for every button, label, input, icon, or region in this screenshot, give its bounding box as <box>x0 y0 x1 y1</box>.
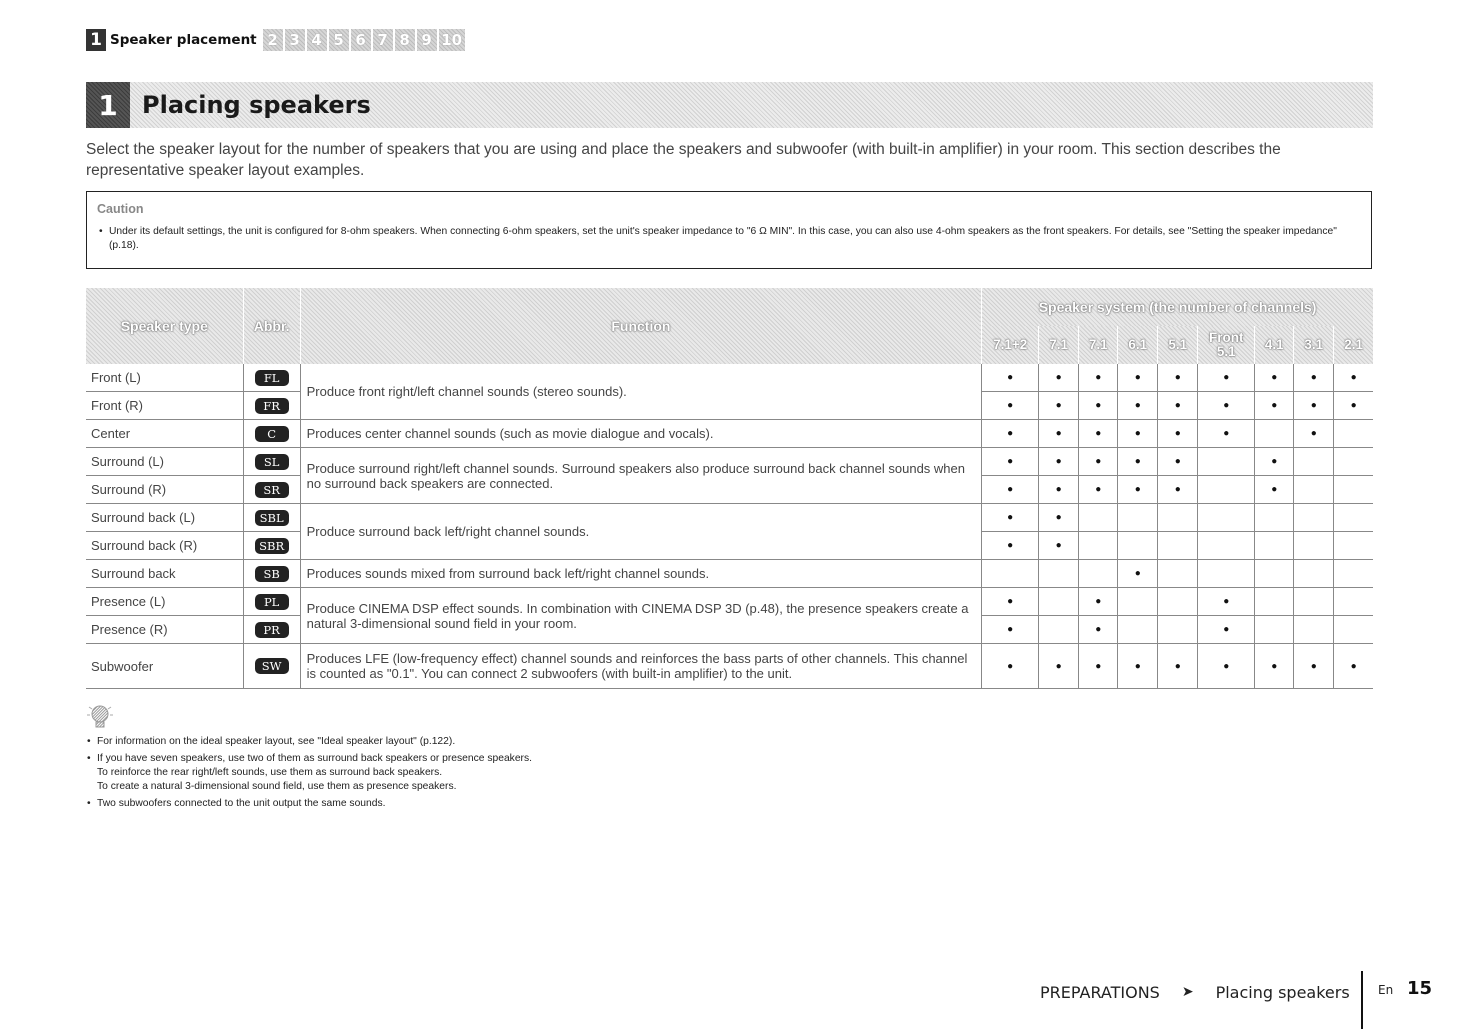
speaker-type-cell: Surround back (R) <box>86 532 243 560</box>
caution-text: Under its default settings, the unit is configured for 8-ohm speakers. When connecting 6-ohm speakers, set the unit's speaker impedance to "6 Ω MIN". In this case, you can also use 4-ohm speakers as the front speakers. For details, see "Setting the speaker impedance" (p.18). <box>109 226 1337 251</box>
channel-dot-cell: ● <box>1158 392 1198 420</box>
abbr-cell <box>243 420 300 448</box>
channel-dot-cell: ● <box>982 392 1039 420</box>
table-row <box>86 560 1373 588</box>
channel-header: 7.1 <box>1039 326 1079 364</box>
abbr-cell <box>243 644 300 689</box>
speaker-type-cell: Surround back (L) <box>86 504 243 532</box>
table-header <box>86 288 1373 364</box>
channel-dot-cell: ● <box>1255 644 1294 689</box>
channel-dot-cell: ● <box>1158 420 1198 448</box>
channel-dot-cell <box>1039 588 1079 616</box>
channel-dot-cell: ● <box>1118 644 1158 689</box>
channel-header: 2.1 <box>1334 326 1373 364</box>
function-cell: Produces sounds mixed from surround back left/right channel sounds. <box>300 560 982 588</box>
step-1-label[interactable]: Speaker placement <box>110 32 257 48</box>
channel-dot-cell <box>1079 560 1118 588</box>
channel-dot-cell <box>1255 616 1294 644</box>
channel-dot-cell <box>1255 420 1294 448</box>
channel-dot-cell <box>1158 532 1198 560</box>
channel-dot-cell: ● <box>982 588 1039 616</box>
channel-dot-cell: ● <box>1039 644 1079 689</box>
channel-dot-cell <box>1198 560 1255 588</box>
breadcrumb-arrow-icon: ➤ <box>1181 984 1194 1000</box>
channel-dot-cell: ● <box>1334 392 1373 420</box>
channel-dot-cell <box>1334 476 1373 504</box>
abbr-badge: FR <box>255 398 289 414</box>
channel-dot-cell: ● <box>1079 588 1118 616</box>
channel-dot-cell <box>1198 532 1255 560</box>
channel-dot-cell: ● <box>1334 364 1373 392</box>
channel-dot-cell <box>1198 476 1255 504</box>
channel-header: 7.1 <box>1079 326 1118 364</box>
channel-dot-cell: ● <box>1118 560 1158 588</box>
channel-header: 7.1+2 <box>982 326 1039 364</box>
channel-dot-cell <box>1255 560 1294 588</box>
channel-dot-cell <box>1334 588 1373 616</box>
bullet: • <box>87 753 91 764</box>
step-6-badge[interactable]: 6 <box>351 29 371 51</box>
step-10-badge[interactable]: 10 <box>439 29 465 51</box>
channel-dot-cell <box>1294 560 1334 588</box>
note-line: For information on the ideal speaker layout, see "Ideal speaker layout" (p.122). <box>97 736 456 747</box>
channel-dot-cell: ● <box>1294 364 1334 392</box>
channel-dot-cell: ● <box>1255 476 1294 504</box>
speaker-type-cell: Presence (L) <box>86 588 243 616</box>
footer-divider <box>1361 971 1363 1029</box>
abbr-badge: SBR <box>255 538 289 554</box>
step-navigation <box>86 28 467 52</box>
abbr-badge: SBL <box>255 510 289 526</box>
bullet: • <box>87 798 91 809</box>
channel-dot-cell: ● <box>1079 644 1118 689</box>
channel-dot-cell <box>1079 504 1118 532</box>
channel-dot-cell: ● <box>1255 392 1294 420</box>
header-abbr: Abbr. <box>243 288 300 364</box>
channel-dot-cell <box>1294 588 1334 616</box>
abbr-cell <box>243 448 300 476</box>
abbr-cell <box>243 364 300 392</box>
note-item <box>86 752 986 794</box>
channel-dot-cell: ● <box>1294 644 1334 689</box>
channel-dot-cell <box>1255 504 1294 532</box>
abbr-cell <box>243 476 300 504</box>
caution-box <box>86 191 1372 269</box>
speaker-type-cell: Surround (L) <box>86 448 243 476</box>
channel-dot-cell <box>1118 504 1158 532</box>
channel-dot-cell: ● <box>982 448 1039 476</box>
channel-dot-cell <box>1118 532 1158 560</box>
channel-dot-cell: ● <box>1079 364 1118 392</box>
abbr-cell <box>243 532 300 560</box>
channel-dot-cell <box>1334 532 1373 560</box>
breadcrumb <box>1040 980 1350 1004</box>
channel-dot-cell: ● <box>1198 364 1255 392</box>
channel-dot-cell: ● <box>1198 644 1255 689</box>
function-cell: Produce surround back left/right channel sounds. <box>300 504 982 560</box>
abbr-badge: FL <box>255 370 289 386</box>
note-line: Two subwoofers connected to the unit output the same sounds. <box>97 798 386 809</box>
channel-dot-cell <box>1158 560 1198 588</box>
intro-paragraph: Select the speaker layout for the number of speakers that you are using and place the speakers and subwoofer (with built-in amplifier) in your room. This section describes the representative speaker layout examples. <box>86 141 1281 179</box>
section-banner <box>86 82 1373 128</box>
channel-dot-cell: ● <box>1079 616 1118 644</box>
step-2-badge[interactable]: 2 <box>263 29 283 51</box>
table-row <box>86 364 1373 392</box>
step-8-badge[interactable]: 8 <box>395 29 415 51</box>
abbr-cell <box>243 392 300 420</box>
breadcrumb-page[interactable]: Placing speakers <box>1215 982 1350 1002</box>
page-number: 15 <box>1407 978 1433 999</box>
bullet: • <box>99 226 103 237</box>
abbr-badge: SW <box>255 658 289 674</box>
channel-dot-cell: ● <box>982 476 1039 504</box>
language-label: En <box>1378 983 1394 997</box>
channel-dot-cell <box>1039 560 1079 588</box>
function-cell: Produces LFE (low-frequency effect) channel sounds and reinforces the bass parts of other channels. This channel is counted as "0.1". You can connect 2 subwoofers (with built-in amplifier) to the unit. <box>300 644 982 689</box>
channel-dot-cell <box>1255 588 1294 616</box>
channel-dot-cell: ● <box>1158 448 1198 476</box>
channel-dot-cell <box>1294 476 1334 504</box>
channel-dot-cell: ● <box>1039 448 1079 476</box>
channel-dot-cell: ● <box>1079 476 1118 504</box>
channel-dot-cell <box>1334 448 1373 476</box>
step-list <box>263 29 467 51</box>
channel-dot-cell: ● <box>982 504 1039 532</box>
channel-dot-cell <box>1198 448 1255 476</box>
channel-dot-cell: ● <box>1294 420 1334 448</box>
function-cell: Produces center channel sounds (such as movie dialogue and vocals). <box>300 420 982 448</box>
channel-dot-cell <box>1118 588 1158 616</box>
note-item <box>86 797 986 811</box>
speaker-type-cell: Front (R) <box>86 392 243 420</box>
caution-title: Caution <box>97 202 144 216</box>
channel-dot-cell: ● <box>1255 448 1294 476</box>
step-3-badge[interactable]: 3 <box>285 29 305 51</box>
abbr-badge: C <box>255 426 289 442</box>
channel-dot-cell: ● <box>1118 448 1158 476</box>
channel-dot-cell: ● <box>1198 588 1255 616</box>
speaker-type-cell: Surround back <box>86 560 243 588</box>
step-7-badge[interactable]: 7 <box>373 29 393 51</box>
channel-dot-cell <box>1039 616 1079 644</box>
channel-dot-cell <box>982 560 1039 588</box>
function-cell: Produce surround right/left channel sounds. Surround speakers also produce surround back channel sounds when no surround back speakers are connected. <box>300 448 982 504</box>
abbr-badge: PR <box>255 622 289 638</box>
speaker-table <box>86 288 1373 689</box>
note-line: If you have seven speakers, use two of them as surround back speakers or presence speakers. <box>97 753 532 764</box>
step-9-badge[interactable]: 9 <box>417 29 437 51</box>
channel-dot-cell: ● <box>1294 392 1334 420</box>
channel-dot-cell <box>1079 532 1118 560</box>
channel-dot-cell: ● <box>1079 392 1118 420</box>
channel-dot-cell: ● <box>1039 420 1079 448</box>
channel-dot-cell <box>1158 504 1198 532</box>
channel-dot-cell: ● <box>982 644 1039 689</box>
bullet: • <box>87 736 91 747</box>
speaker-type-cell: Center <box>86 420 243 448</box>
channel-dot-cell <box>1294 504 1334 532</box>
speaker-type-cell: Surround (R) <box>86 476 243 504</box>
channel-dot-cell: ● <box>1158 644 1198 689</box>
step-4-badge[interactable]: 4 <box>307 29 327 51</box>
abbr-badge: SL <box>255 454 289 470</box>
abbr-badge: PL <box>255 594 289 610</box>
table-row <box>86 420 1373 448</box>
header-speaker-system: Speaker system (the number of channels) <box>982 288 1373 326</box>
table-body <box>86 364 1373 689</box>
channel-dot-cell: ● <box>1079 448 1118 476</box>
channel-dot-cell: ● <box>1118 392 1158 420</box>
channel-dot-cell: ● <box>982 532 1039 560</box>
function-cell: Produce CINEMA DSP effect sounds. In combination with CINEMA DSP 3D (p.48), the presence speakers create a natural 3-dimensional sound field in your room. <box>300 588 982 644</box>
channel-dot-cell: ● <box>1334 644 1373 689</box>
channel-dot-cell: ● <box>1198 420 1255 448</box>
channel-dot-cell: ● <box>1118 420 1158 448</box>
speaker-type-cell: Presence (R) <box>86 616 243 644</box>
channel-dot-cell <box>1334 616 1373 644</box>
channel-dot-cell: ● <box>1039 476 1079 504</box>
note-line: To create a natural 3-dimensional sound field, use them as presence speakers. <box>97 781 457 792</box>
channel-dot-cell: ● <box>1118 476 1158 504</box>
step-5-badge[interactable]: 5 <box>329 29 349 51</box>
channel-dot-cell: ● <box>1039 504 1079 532</box>
channel-dot-cell <box>1118 616 1158 644</box>
channel-dot-cell <box>1158 616 1198 644</box>
table-row <box>86 644 1373 689</box>
speaker-type-cell: Subwoofer <box>86 644 243 689</box>
channel-dot-cell <box>1255 532 1294 560</box>
channel-dot-cell: ● <box>1079 420 1118 448</box>
function-cell: Produce front right/left channel sounds (stereo sounds). <box>300 364 982 420</box>
channel-dot-cell <box>1294 448 1334 476</box>
channel-dot-cell <box>1158 588 1198 616</box>
channel-dot-cell <box>1198 504 1255 532</box>
channel-dot-cell: ● <box>1198 392 1255 420</box>
channel-dot-cell: ● <box>1158 364 1198 392</box>
channel-dot-cell: ● <box>1039 364 1079 392</box>
channel-dot-cell <box>1294 616 1334 644</box>
hint-icon <box>86 703 114 731</box>
channel-dot-cell: ● <box>982 420 1039 448</box>
channel-dot-cell <box>1334 420 1373 448</box>
abbr-cell <box>243 588 300 616</box>
speaker-type-cell: Front (L) <box>86 364 243 392</box>
abbr-badge: SR <box>255 482 289 498</box>
abbr-cell <box>243 560 300 588</box>
channel-dot-cell <box>1334 504 1373 532</box>
channel-dot-cell <box>1334 560 1373 588</box>
step-1-badge[interactable]: 1 <box>86 29 106 51</box>
channel-dot-cell: ● <box>1039 392 1079 420</box>
header-speaker-type: Speaker type <box>86 288 243 364</box>
channel-header: 6.1 <box>1118 326 1158 364</box>
page-title: Placing speakers <box>142 91 371 119</box>
section-number: 1 <box>86 82 130 128</box>
channel-dot-cell: ● <box>982 616 1039 644</box>
header-function: Function <box>300 288 982 364</box>
channel-header: 3.1 <box>1294 326 1334 364</box>
channel-header: 5.1 <box>1158 326 1198 364</box>
table-row <box>86 588 1373 616</box>
channel-dot-cell <box>1294 532 1334 560</box>
channel-dot-cell: ● <box>1118 364 1158 392</box>
channel-header: 4.1 <box>1255 326 1294 364</box>
abbr-cell <box>243 616 300 644</box>
table-row <box>86 504 1373 532</box>
channel-dot-cell: ● <box>1198 616 1255 644</box>
channel-dot-cell: ● <box>982 364 1039 392</box>
note-item <box>86 735 986 749</box>
channel-dot-cell: ● <box>1158 476 1198 504</box>
table-row <box>86 448 1373 476</box>
abbr-badge: SB <box>255 566 289 582</box>
notes-list <box>86 735 986 814</box>
abbr-cell <box>243 504 300 532</box>
breadcrumb-section[interactable]: PREPARATIONS <box>1040 982 1160 1002</box>
channel-dot-cell: ● <box>1039 532 1079 560</box>
channel-dot-cell: ● <box>1255 364 1294 392</box>
note-line: To reinforce the rear right/left sounds, use them as surround back speakers. <box>97 767 443 778</box>
channel-header: Front 5.1 <box>1198 326 1255 364</box>
caution-item <box>97 225 1361 253</box>
